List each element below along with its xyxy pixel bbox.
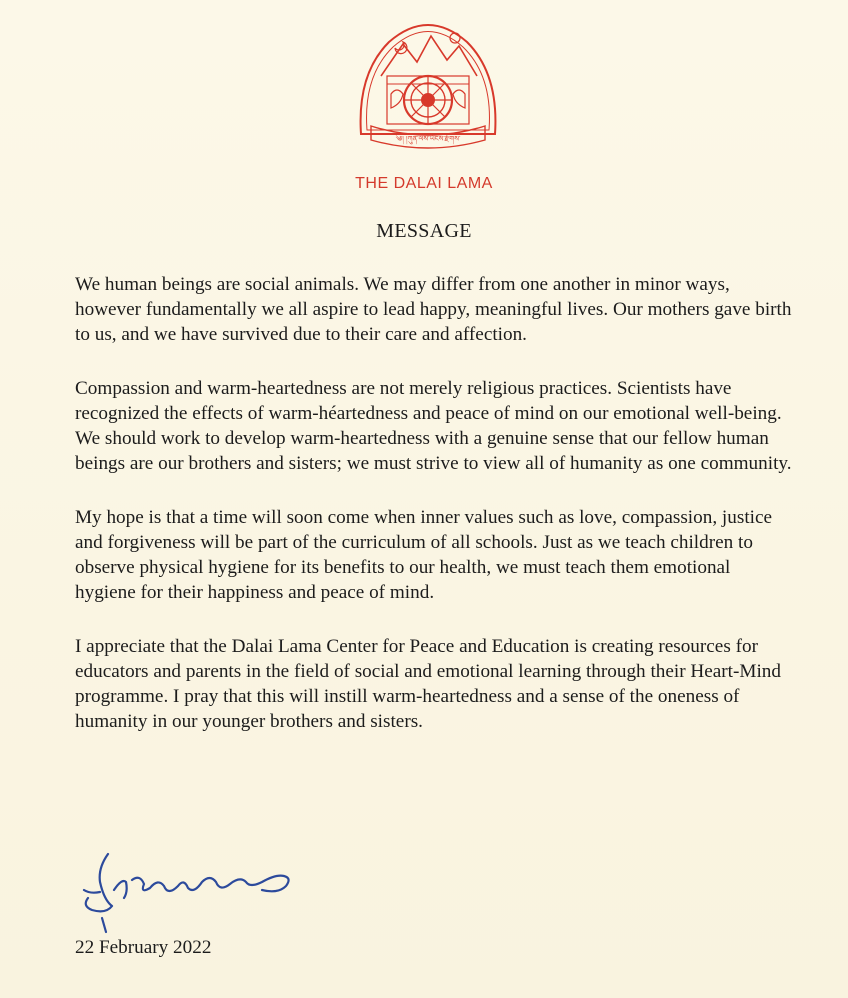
- handwritten-signature: [70, 848, 310, 938]
- paragraph: I appreciate that the Dalai Lama Center for Peace and Education is creating resources for educators and parents in the field of social and emotional learning through their Heart-Mind programme. I pray that this will instill warm-heartedness and a sense of the oneness of humanity in our younger brothers and sisters.: [75, 636, 781, 732]
- message-heading: MESSAGE: [376, 220, 472, 242]
- dalai-lama-seal-emblem: [351, 14, 505, 154]
- letterhead-title: THE DALAI LAMA: [355, 175, 493, 192]
- seal-inscription: ༄། །ཀུན་ལས་ཡོངས་རྫོགས་: [395, 135, 461, 143]
- letter-date: 22 February 2022: [75, 937, 212, 958]
- paragraph: We human beings are social animals. We may differ from one another in minor ways, however fundamentally we all aspire to lead happy, meaningful lives. Our mothers gave birth to us, and we have survived due to their care and affection.: [75, 274, 792, 345]
- message-body: [75, 272, 795, 763]
- paragraph: My hope is that a time will soon come when inner values such as love, compassion, justice and forgiveness will be part of the curriculum of all schools. Just as we teach children to observe physical hygiene for its benefits to our health, we must teach them emotional hygiene for their happiness and peace of mind.: [75, 507, 773, 603]
- paragraph: Compassion and warm-heartedness are not merely religious practices. Scientists have recognized the effects of warm-héartedness and peace of mind on our emotional well-being. We should work to develop warm-heartedness with a genuine sense that our fellow human beings are our brothers and sisters; we must strive to view all of humanity as one community.: [75, 378, 792, 474]
